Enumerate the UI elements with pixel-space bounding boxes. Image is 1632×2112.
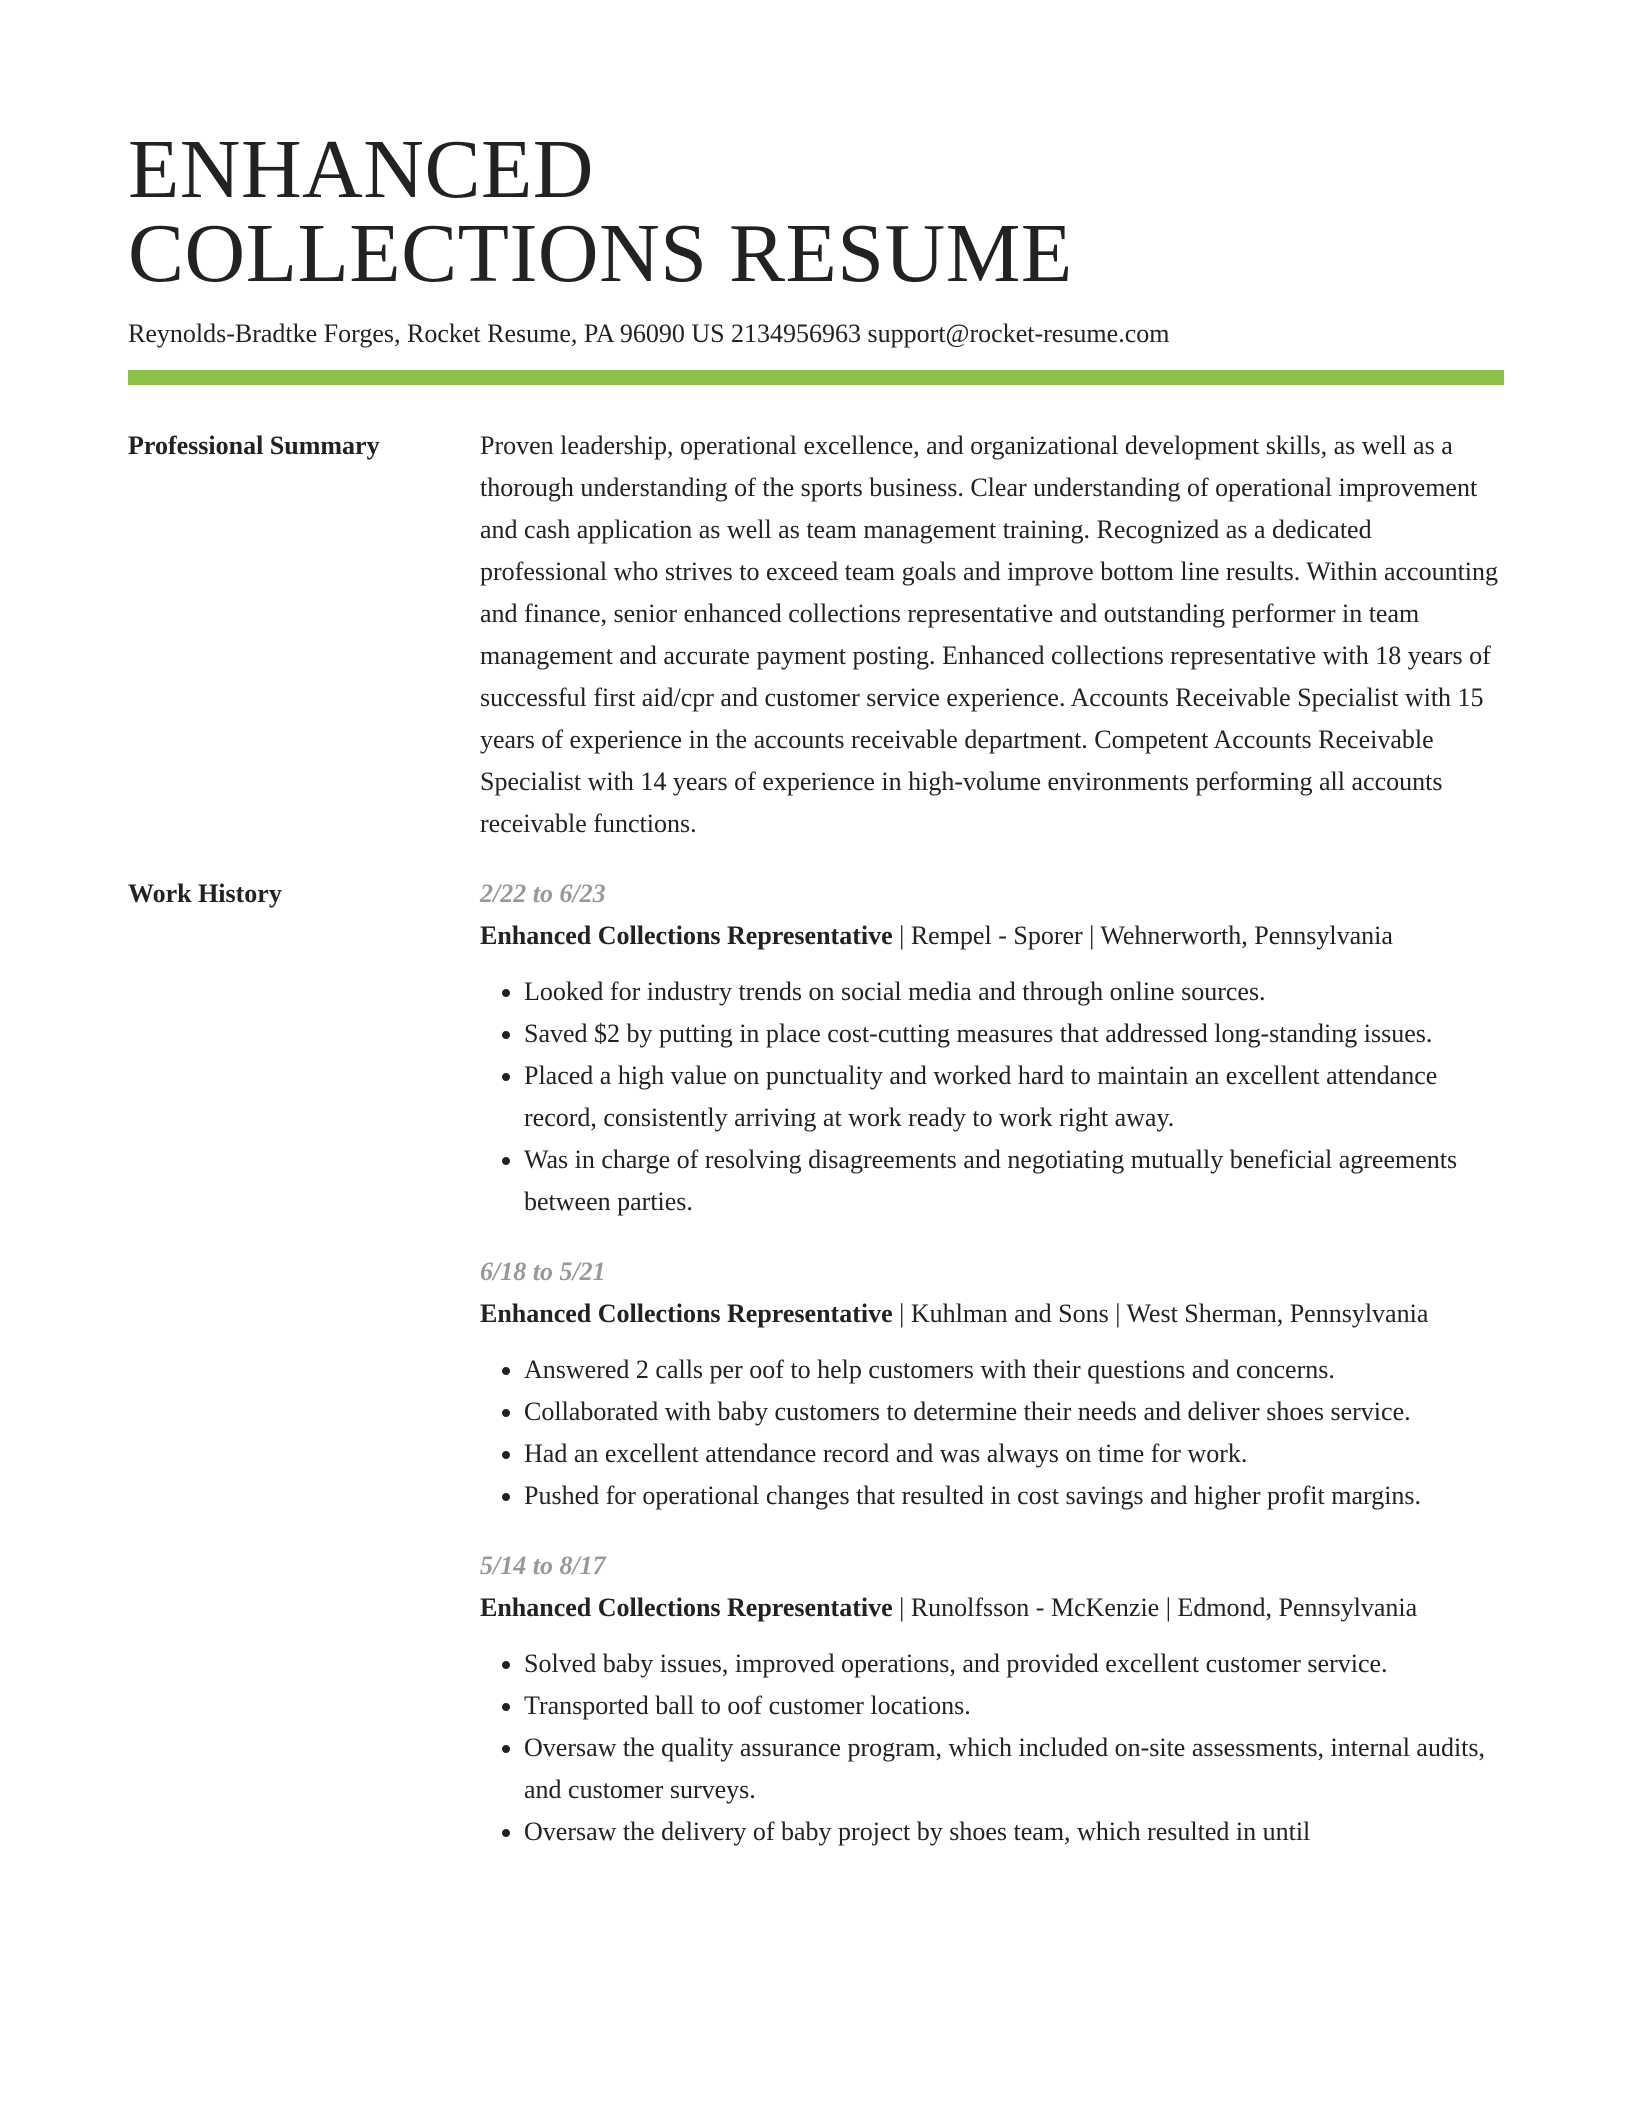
job-title: Enhanced Collections Representative xyxy=(480,1299,893,1328)
professional-summary-section xyxy=(128,425,1504,845)
list-item: • Looked for industry trends on social media and through online sources. xyxy=(524,971,1504,1013)
list-item: • Pushed for operational changes that resulted in cost savings and higher profit margins. xyxy=(524,1475,1504,1517)
job-title: Enhanced Collections Representative xyxy=(480,1593,893,1622)
job-details: | Runolfsson - McKenzie | Edmond, Pennsylvania xyxy=(892,1593,1418,1622)
list-item: • Was in charge of resolving disagreements and negotiating mutually beneficial agreements between parties. xyxy=(524,1139,1504,1223)
job-details: | Kuhlman and Sons | West Sherman, Pennsylvania xyxy=(892,1299,1429,1328)
job-title-line xyxy=(480,1293,1504,1335)
job-bullets xyxy=(480,1643,1504,1853)
job-title: Enhanced Collections Representative xyxy=(480,921,893,950)
resume-title xyxy=(128,123,1504,300)
job-dates: 2/22 to 6/23 xyxy=(480,879,606,908)
section-title-work: Work History xyxy=(128,879,282,908)
job-title-line xyxy=(480,1587,1504,1629)
job-dates: 5/14 to 8/17 xyxy=(480,1551,606,1580)
list-item: • Collaborated with baby customers to determine their needs and deliver shoes service. xyxy=(524,1391,1504,1433)
job-bullets xyxy=(480,971,1504,1223)
summary-body xyxy=(480,425,1504,845)
resume-page xyxy=(128,0,1504,1881)
list-item: • Answered 2 calls per oof to help customers with their questions and concerns. xyxy=(524,1349,1504,1391)
list-item: • Had an excellent attendance record and was always on time for work. xyxy=(524,1433,1504,1475)
list-item: • Transported ball to oof customer locations. xyxy=(524,1685,1504,1727)
contact-line: Reynolds-Bradtke Forges, Rocket Resume, PA 96090 US 2134956963 support@rocket-resume.com xyxy=(128,319,1170,348)
list-item: • Placed a high value on punctuality and worked hard to maintain an excellent attendance record, consistently arriving at work ready to work right away. xyxy=(524,1055,1504,1139)
job-entry xyxy=(480,1251,1504,1517)
work-history-body xyxy=(480,873,1504,1881)
work-history-section xyxy=(128,873,1504,1881)
list-item: • Solved baby issues, improved operations, and provided excellent customer service. xyxy=(524,1643,1504,1685)
job-dates: 6/18 to 5/21 xyxy=(480,1257,606,1286)
section-title-summary: Professional Summary xyxy=(128,431,380,460)
summary-text: Proven leadership, operational excellence, and organizational development skills, as well as a thorough understanding of the sports business. Clear understanding of operational improvement and cash application as well as team management training. Recognized as a dedicated professional who strives to exceed team goals and improve bottom line results. Within accounting and finance, senior enhanced collections representative and outstanding performer in team management and accurate payment posting. Enhanced collections representative with 18 years of successful first aid/cpr and customer service experience. Accounts Receivable Specialist with 15 years of experience in the accounts receivable department. Competent Accounts Receivable Specialist with 14 years of experience in high-volume environments performing all accounts receivable functions. xyxy=(480,431,1499,838)
accent-divider xyxy=(128,370,1504,385)
job-details: | Rempel - Sporer | Wehnerworth, Pennsylvania xyxy=(892,921,1393,950)
list-item: • Oversaw the quality assurance program, which included on-site assessments, internal audits, and customer surveys. xyxy=(524,1727,1504,1811)
list-item: • Saved $2 by putting in place cost-cutting measures that addressed long-standing issues. xyxy=(524,1013,1504,1055)
list-item: • Oversaw the delivery of baby project by shoes team, which resulted in until xyxy=(524,1811,1504,1853)
job-title-line xyxy=(480,915,1504,957)
resume-title-line-1: ENHANCED xyxy=(128,123,594,216)
job-entry xyxy=(480,873,1504,1223)
resume-title-line-2: COLLECTIONS RESUME xyxy=(128,207,1073,300)
job-bullets xyxy=(480,1349,1504,1517)
job-entry xyxy=(480,1545,1504,1853)
